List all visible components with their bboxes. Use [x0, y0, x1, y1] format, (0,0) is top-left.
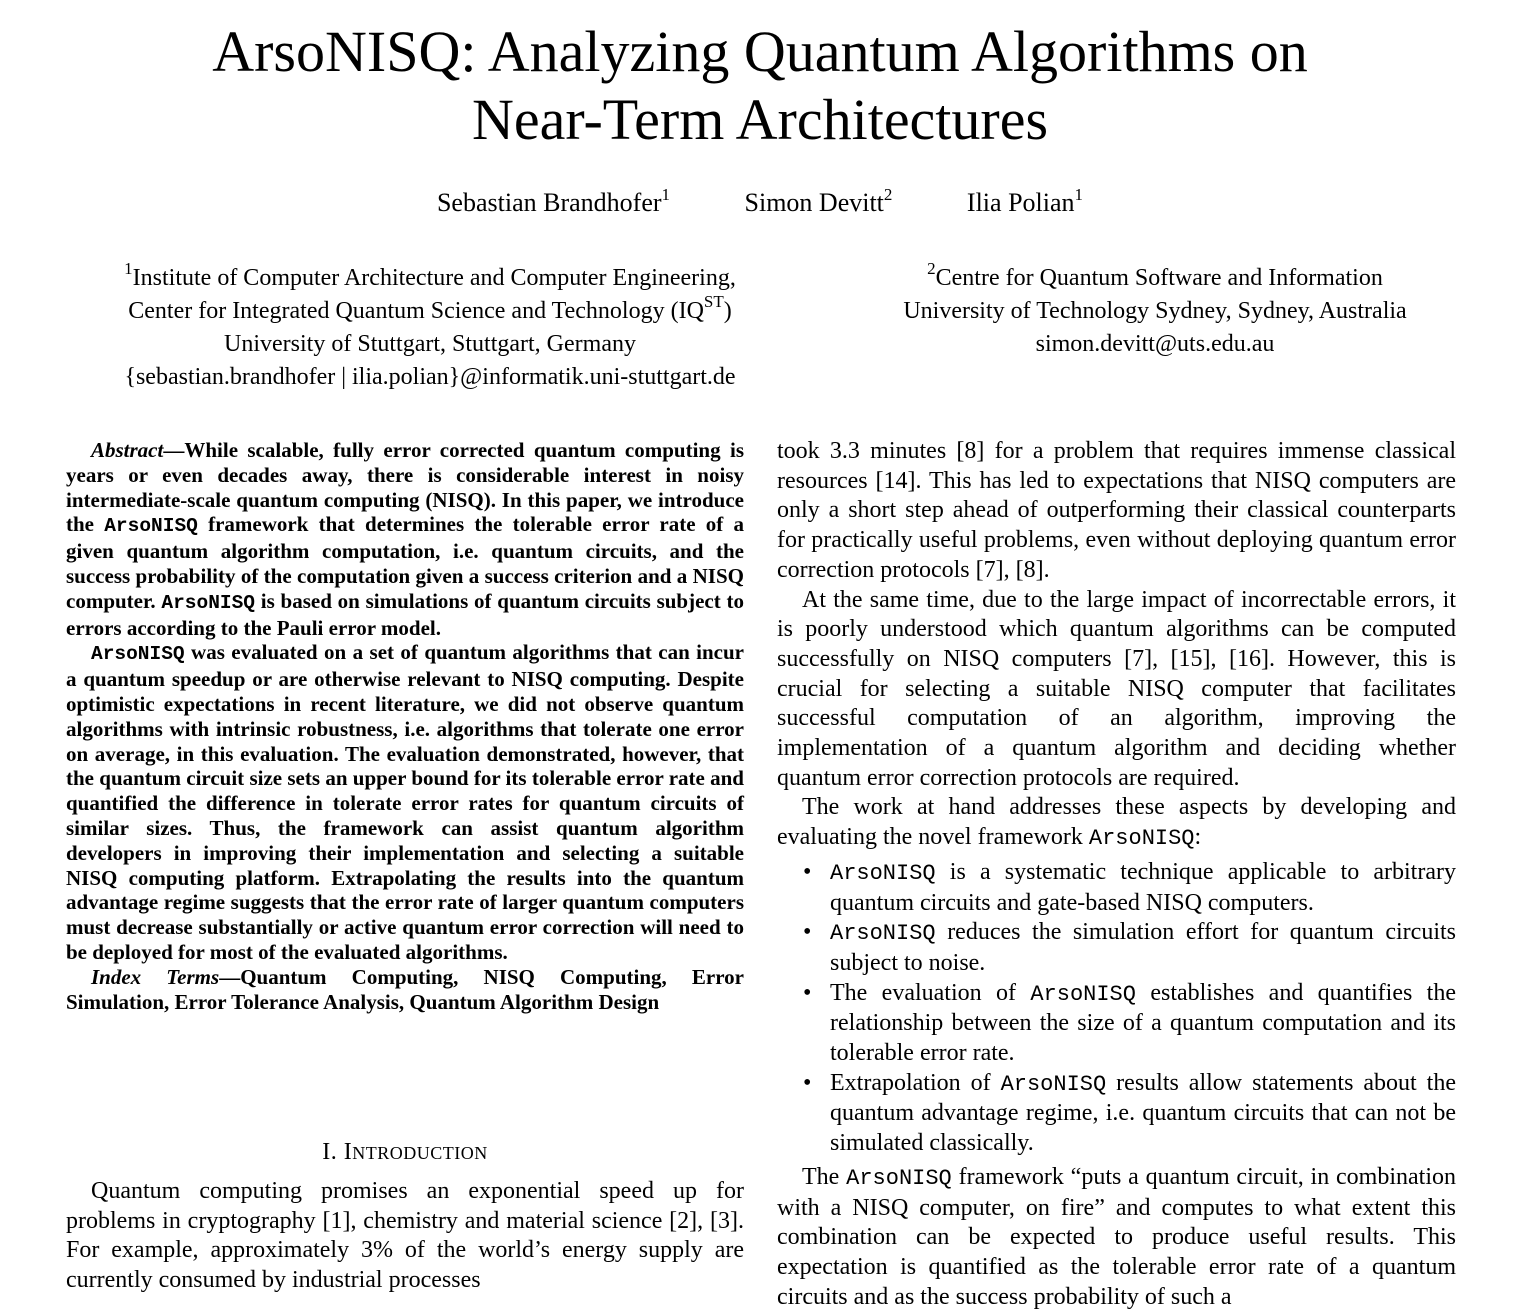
bullet-icon: • — [803, 919, 812, 946]
abstract-paragraph: ArsoNISQ was evaluated on a set of quantum algorithms that can incur a quantum speedup or are otherwise relevant to NISQ computing. Despite optimistic expectations in recent literature, we did not observe quantum algorithms with intrinsic robustness, i.e. algorithms that tolerate one error on average, in this evaluation. The evaluation demonstrated, however, that the quantum circuit size sets an upper bound for its tolerable error rate and quantified the difference in tolerate error rates for quantum circuits of similar sizes. Thus, the framework can assist quantum algorithm developers in improving their implementation and selecting a suitable NISQ computing platform. Extrapolating the results into the quantum advantage regime suggests that the error rate of larger quantum computers must decrease substantially or active quantum error correction will need to be deployed for most of the evaluated algorithms. — [66, 640, 744, 964]
body-paragraph: The ArsoNISQ framework “puts a quantum circuit, in combination with a NISQ computer, on fire” and computes to what extent this combination can be expected to produce useful results. This expectation is quantified as the tolerable error rate of a quantum circuits and as the success probability of such a — [777, 1163, 1457, 1310]
framework-name: ArsoNISQ — [91, 643, 185, 666]
bullet-icon: • — [803, 1069, 812, 1096]
body-paragraph: Quantum computing promises an exponential speed up for problems in cryptography [1], chemistry and material science [2], [3]. For example, approximately 3% of the world’s energy supply are currently consumed by industrial processes — [66, 1178, 744, 1294]
abstract-paragraph: Abstract—While scalable, fully error corrected quantum computing is years or even decades away, there is considerable interest in noisy intermediate-scale quantum computing (NISQ). In this paper, we introduce the ArsoNISQ framework that determines the tolerable error rate of a given quantum algorithm computation, i.e. quantum circuits, and the success probability of the computation given a success criterion and a NISQ computer. ArsoNISQ is based on simulations of quantum circuits subject to errors according to the Pauli error model. — [66, 438, 744, 640]
right-column — [777, 437, 1456, 1312]
title-line-1: ArsoNISQ: Analyzing Quantum Algorithms on — [212, 19, 1308, 84]
introduction-body — [66, 1177, 744, 1296]
affiliation-line: $^2$Centre for Quantum Software and Information — [927, 259, 1383, 291]
affiliation-email: {sebastian.brandhofer | ilia.polian}@informatik.uni-stuttgart.de — [124, 364, 736, 390]
affiliation-stuttgart — [40, 259, 820, 394]
index-terms: Index Terms—Quantum Computing, NISQ Computing, Error Simulation, Error Tolerance Analysis, Quantum Algorithm Design — [66, 964, 744, 1014]
abstract-label: Abstract — [91, 438, 164, 462]
affiliation-line: $^1$Institute of Computer Architecture and Computer Engineering, — [124, 259, 736, 291]
framework-name: ArsoNISQ — [846, 1165, 952, 1191]
list-item: • ArsoNISQ reduces the simulation effort for quantum circuits subject to noise. — [803, 919, 1456, 976]
framework-name: ArsoNISQ — [161, 591, 256, 614]
bullet-icon: • — [803, 858, 812, 885]
affiliation-line: University of Technology Sydney, Sydney, Australia — [903, 298, 1407, 324]
affiliation-uts — [840, 259, 1470, 361]
contribution-list — [777, 858, 1456, 1159]
affiliation-line: Center for Integrated Quantum Science and Technology $(IQ^{ST})$ — [128, 292, 732, 324]
framework-name: ArsoNISQ — [830, 921, 936, 947]
framework-name: ArsoNISQ — [1088, 826, 1195, 852]
abstract-section — [66, 438, 744, 1014]
framework-name: ArsoNISQ — [1030, 981, 1136, 1007]
affiliation-email: simon.devitt@uts.edu.au — [1035, 331, 1275, 357]
list-item: • ArsoNISQ is a systematic technique applicable to arbitrary quantum circuits and gate-based NISQ computers. — [803, 858, 1456, 916]
list-item: • The evaluation of ArsoNISQ establishes and quantifies the relationship between the size of a quantum computation and its tolerable error rate. — [803, 979, 1456, 1067]
section-heading-introduction: I. INTRODUCTION — [322, 1139, 488, 1165]
body-paragraph: took 3.3 minutes [8] for a problem that requires immense classical resources [14]. This has led to expectations that NISQ computers are only a short step ahead of outperforming their classical counterparts for practically useful problems, even without deploying quantum error correction protocols [7], [8]. — [777, 438, 1456, 583]
affiliation-line: University of Stuttgart, Stuttgart, Germany — [224, 331, 636, 357]
framework-name: ArsoNISQ — [830, 860, 936, 886]
framework-name: ArsoNISQ — [104, 515, 198, 538]
body-paragraph: At the same time, due to the large impact of incorrectable errors, it is poorly understood which quantum algorithms can be computed successfully on NISQ computers [7], [15], [16]. However, this is crucial for selecting a suitable NISQ computer that facilitates successful computation of an algorithm, improving the implementation of a quantum algorithm and deciding whether quantum error correction protocols are required. — [777, 586, 1456, 791]
author-devitt: Simon Devitt$^2$ — [744, 185, 893, 217]
author-list — [0, 186, 1520, 220]
list-item: • Extrapolation of ArsoNISQ results allow statements about the quantum advantage regime, i.e. quantum circuits that can not be simulated classically. — [803, 1069, 1456, 1157]
bullet-icon: • — [803, 979, 812, 1006]
index-terms-label: Index Terms — [91, 964, 220, 989]
author-polian: Ilia Polian$^1$ — [966, 185, 1084, 217]
body-paragraph: The work at hand addresses these aspects by developing and evaluating the novel framework ArsoNISQ: — [777, 794, 1456, 852]
paper-title — [60, 18, 1460, 154]
framework-name: ArsoNISQ — [1000, 1071, 1107, 1097]
title-line-2: Near-Term Architectures — [471, 87, 1049, 152]
author-brandhofer: Sebastian Brandhofer$^1$ — [436, 185, 671, 217]
